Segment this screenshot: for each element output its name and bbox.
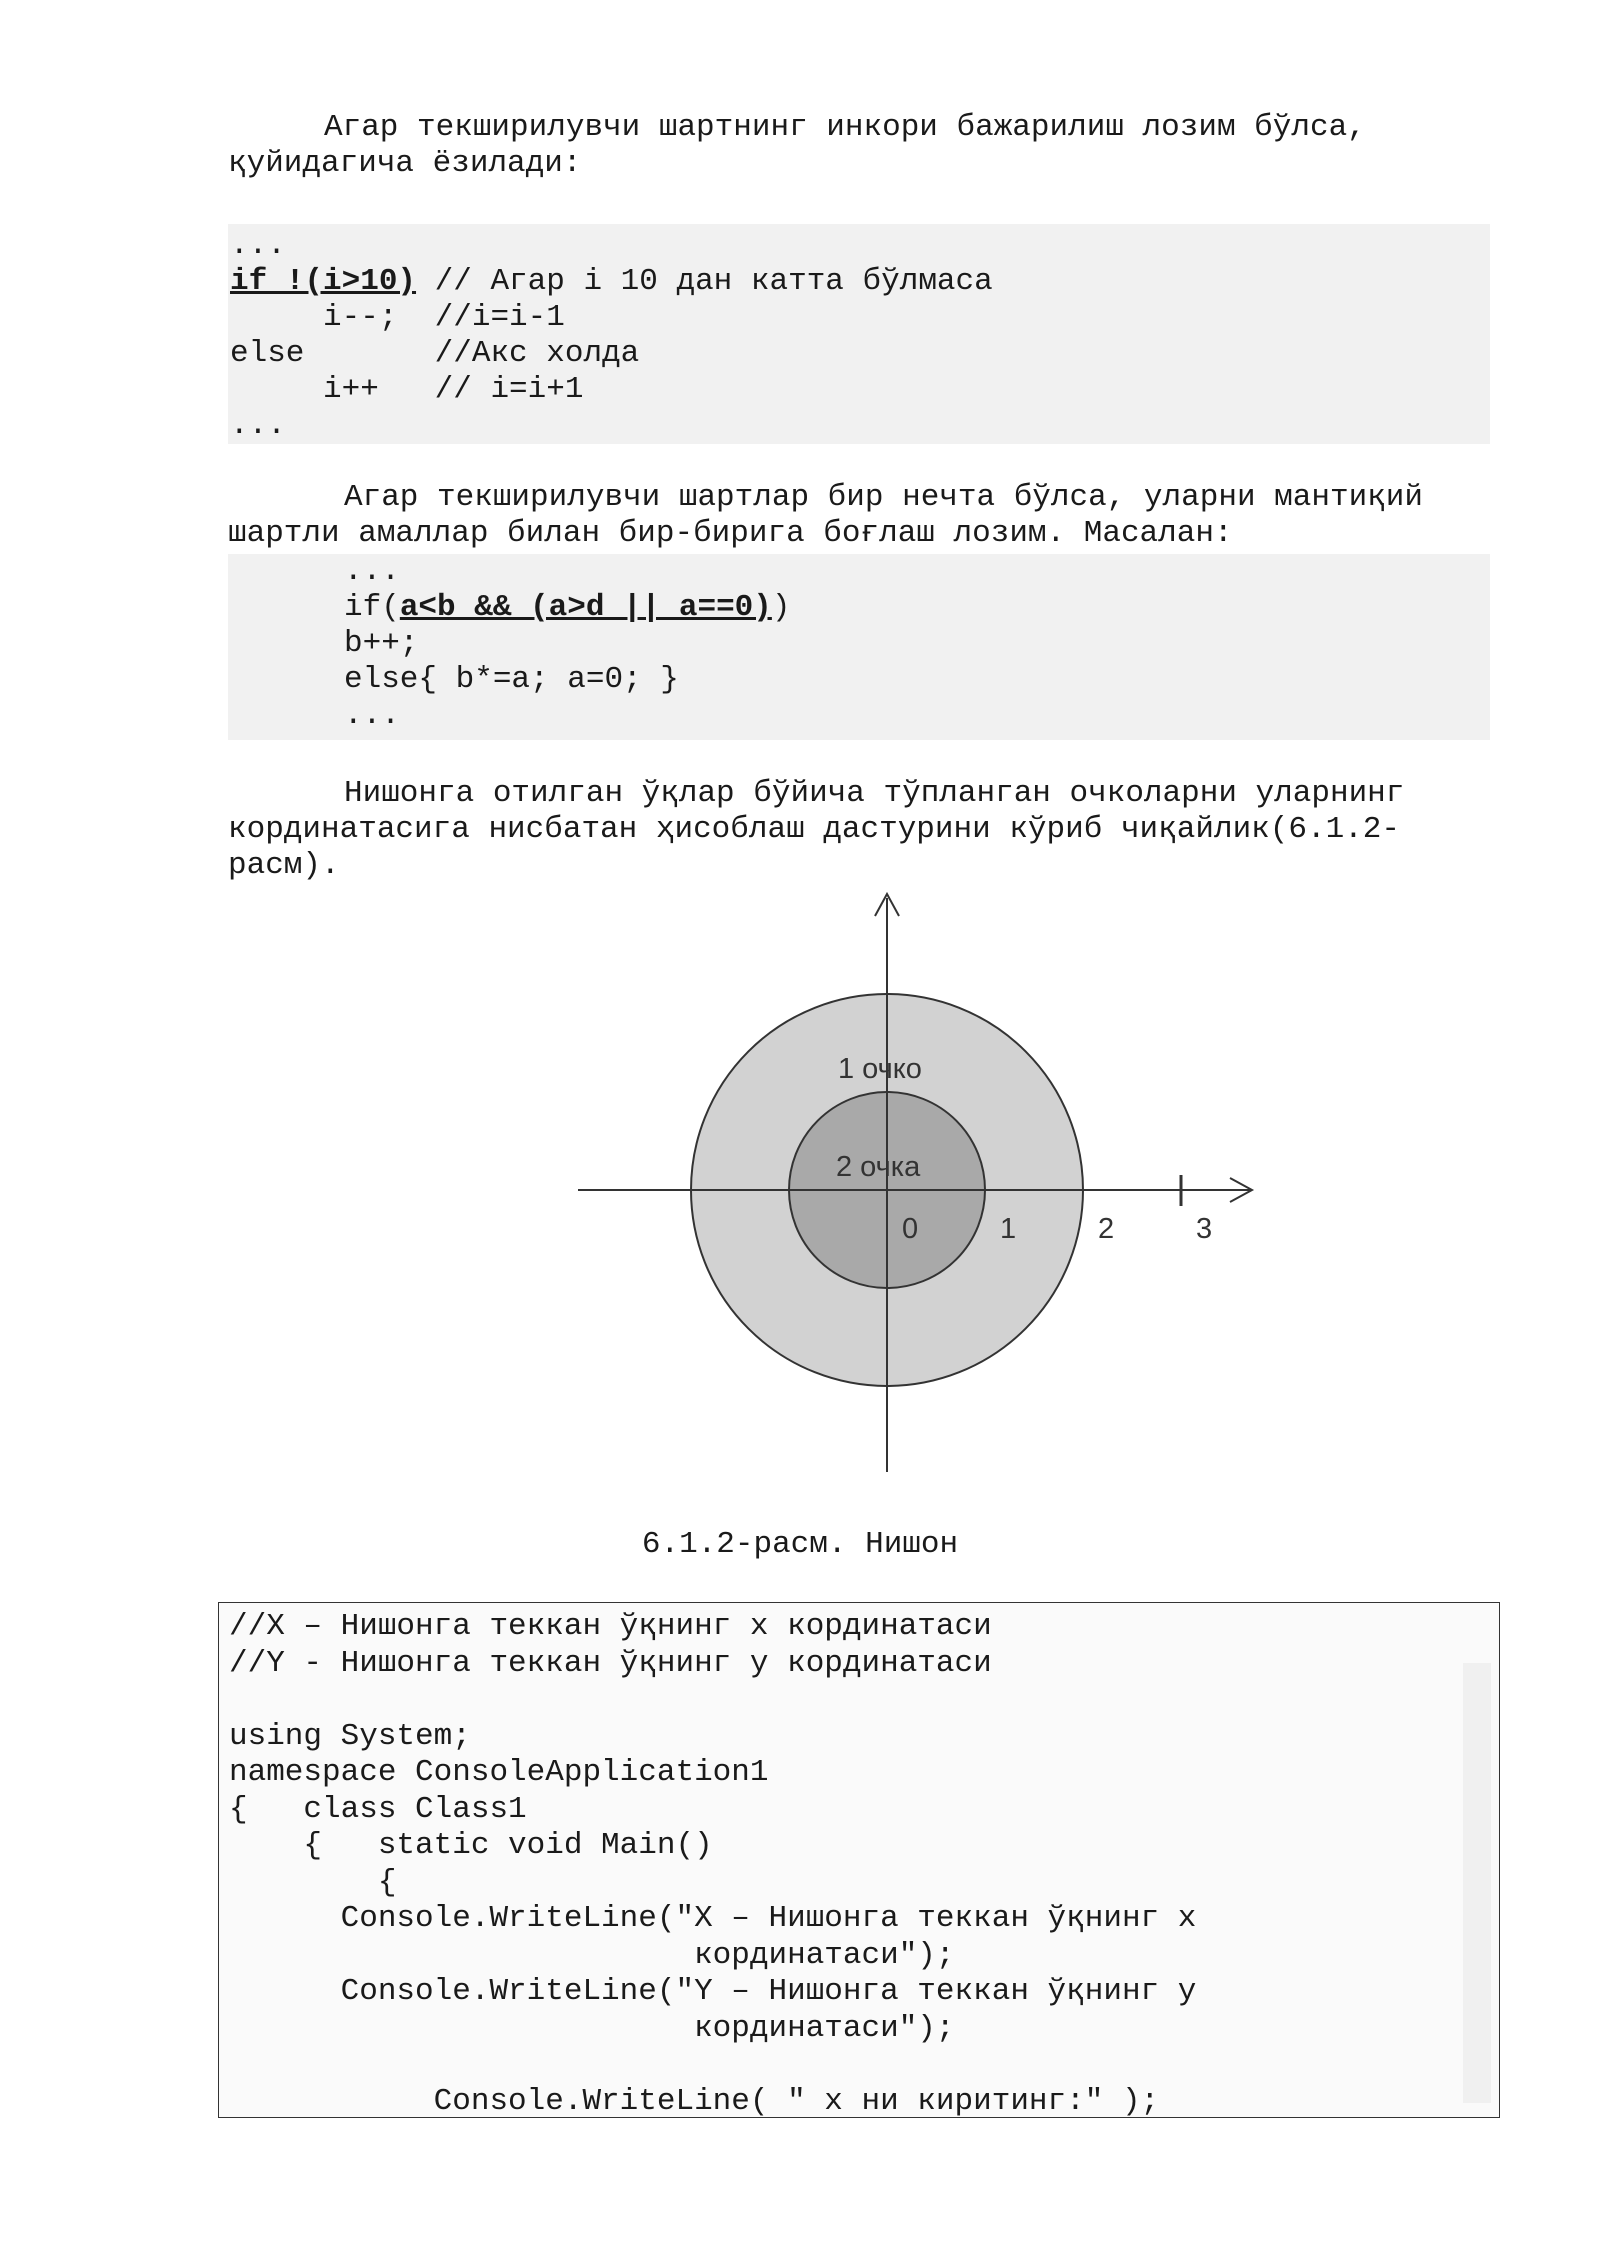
figure-caption: 6.1.2-расм. Нишон xyxy=(641,1527,959,1562)
listing-line: //Y - Нишонга теккан ўқнинг у кординатаси xyxy=(229,1645,992,1681)
listing-line: Console.WriteLine( " х ни киритинг:" ); xyxy=(229,2083,1160,2119)
code-line: else //Акс холда xyxy=(230,336,640,371)
code-line: ... xyxy=(344,698,400,733)
code-line: ... xyxy=(230,408,286,443)
paragraph-line: кординатасига нисбатан ҳисоблаш дастурини кўриб чиқайлик(6.1.2- xyxy=(228,812,1400,847)
code-line: i++ // i=i+1 xyxy=(230,372,584,407)
inner-ring-label: 2 очка xyxy=(836,1151,921,1183)
code-line: else{ b*=a; a=0; } xyxy=(344,662,679,697)
code-line: i--; //i=i-1 xyxy=(230,300,565,335)
listing-shadow xyxy=(1463,1663,1491,2103)
tick-label-3: 3 xyxy=(1196,1213,1213,1245)
code-keyword: if( xyxy=(344,590,400,625)
outer-ring-label: 1 очко xyxy=(838,1053,922,1085)
tick-label-1: 1 xyxy=(1000,1213,1017,1245)
code-condition: if !(i>10) xyxy=(230,264,417,299)
paragraph-line: қуйидагича ёзилади: xyxy=(228,146,582,181)
paragraph-line: Агар текширилувчи шартлар бир нечта бўлса, уларни мантиқий xyxy=(344,480,1423,515)
code-line: ... xyxy=(230,228,286,263)
listing-line: using System; xyxy=(229,1718,471,1754)
paragraph-line: шартли амаллар билан бир-бирига боғлаш лозим. Масалан: xyxy=(228,516,1233,551)
listing-line: { static void Main() xyxy=(229,1828,713,1863)
code-listing xyxy=(218,1602,1500,2118)
code-condition: a<b && (a>d || a==0) xyxy=(399,590,772,625)
paragraph-line: Агар текширилувчи шартнинг инкори бажарилиш лозим бўлса, xyxy=(324,110,1366,145)
tick-label-0: 0 xyxy=(902,1213,919,1245)
code-comment: // Агар i 10 дан катта бўлмаса xyxy=(416,264,993,299)
listing-line: //X – Нишонга теккан ўқнинг х кординатаси xyxy=(229,1609,992,1644)
tick-label-2: 2 xyxy=(1098,1213,1115,1245)
code-paren: ) xyxy=(771,590,791,625)
code-line: b++; xyxy=(344,626,419,661)
listing-line: кординатаси"); xyxy=(229,2010,955,2046)
listing-line: кординатаси"); xyxy=(229,1937,955,1973)
paragraph-line: расм). xyxy=(228,848,340,883)
listing-line: namespace ConsoleApplication1 xyxy=(229,1755,769,1790)
listing-line: Console.WriteLine("X – Нишонга теккан ўқнинг х xyxy=(229,1901,1197,1936)
listing-line: Console.WriteLine("Y – Нишонга теккан ўқнинг у xyxy=(229,1974,1197,2009)
code-line: ... xyxy=(344,554,400,589)
paragraph-line: Нишонга отилган ўқлар бўйича тўпланган очколарни уларнинг xyxy=(344,776,1405,811)
listing-line: { xyxy=(229,1864,397,1900)
listing-line: { class Class1 xyxy=(229,1791,527,1827)
